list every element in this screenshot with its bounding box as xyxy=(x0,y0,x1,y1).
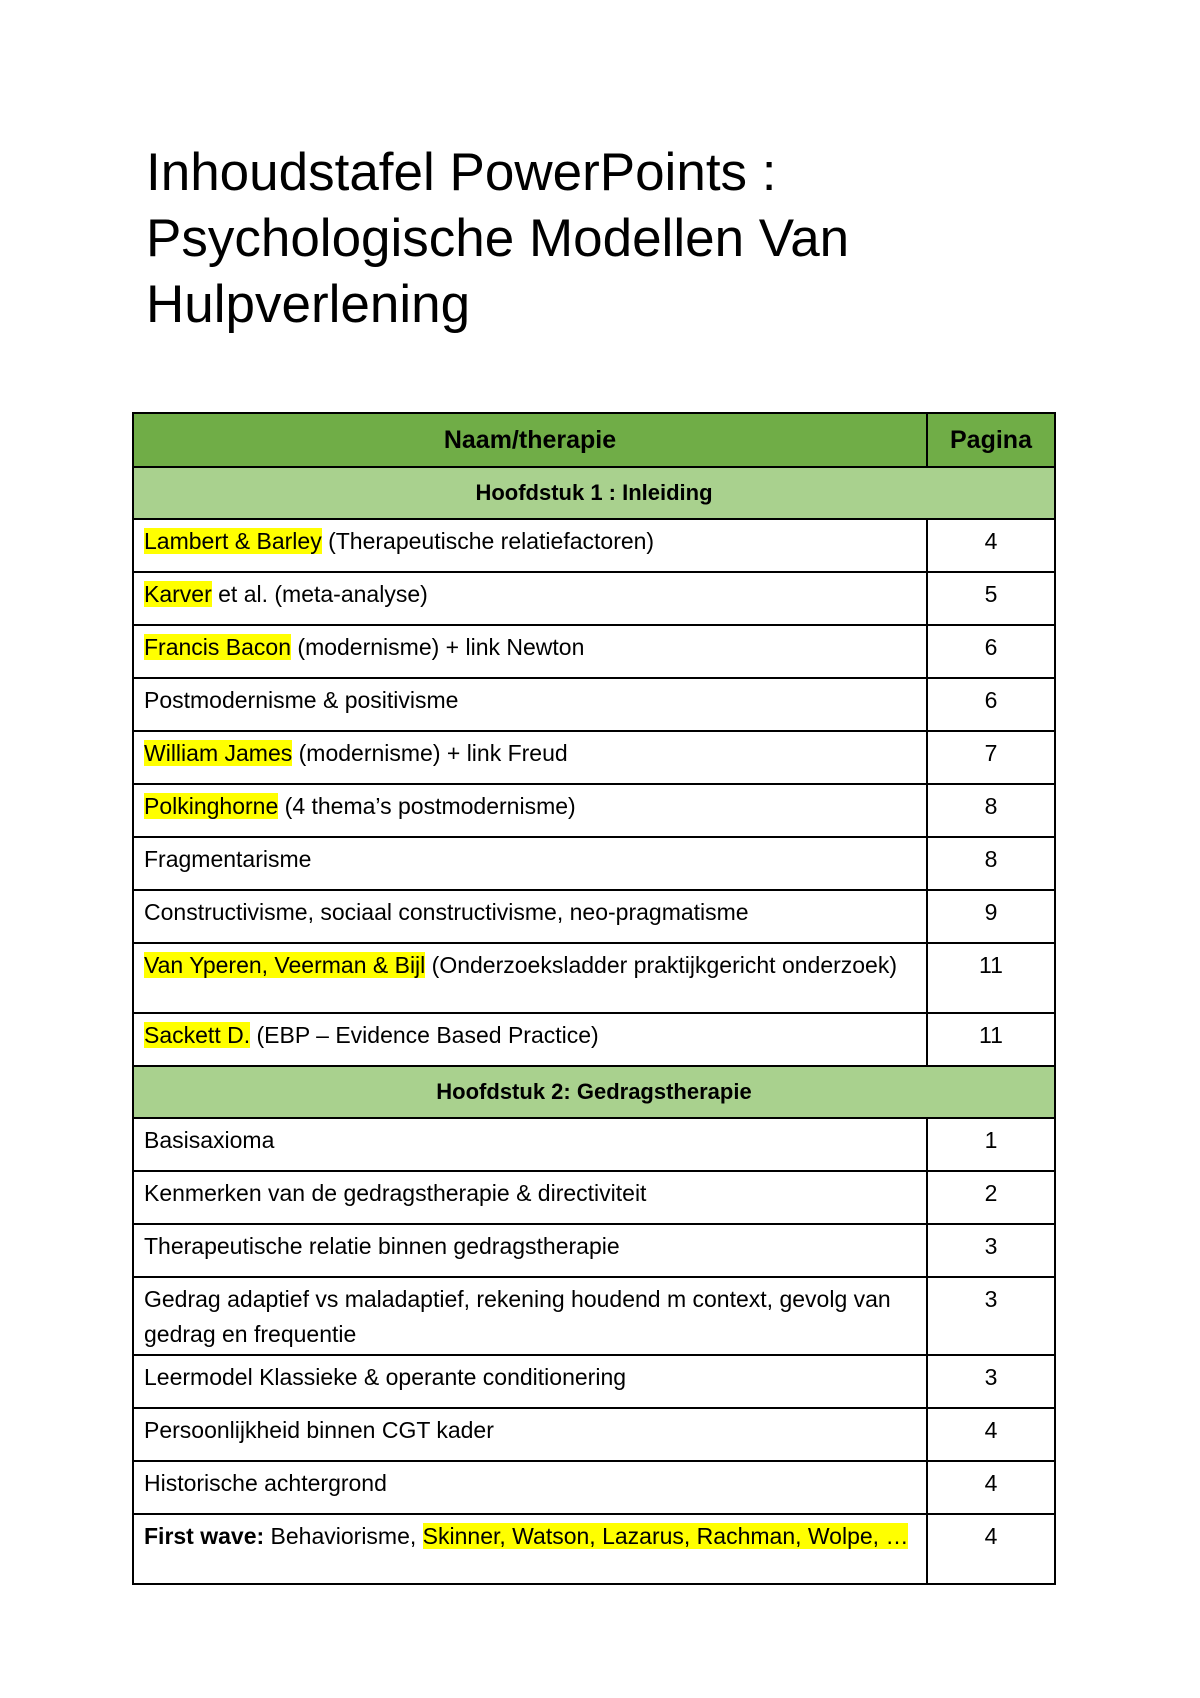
row-description: et al. (meta-analyse) xyxy=(211,581,428,607)
table-row xyxy=(133,1408,1055,1461)
table-row xyxy=(133,1224,1055,1277)
row-label: Fragmentarisme xyxy=(133,837,927,890)
page-number: 5 xyxy=(927,572,1055,625)
highlighted-name: Francis Bacon xyxy=(144,634,292,660)
table-row xyxy=(133,943,1055,1013)
title-line-1: Inhoudstafel PowerPoints : xyxy=(146,143,777,202)
row-label: Constructivisme, sociaal constructivisme, neo-pragmatisme xyxy=(133,890,927,943)
table-row xyxy=(133,1013,1055,1066)
row-label: Persoonlijkheid binnen CGT kader xyxy=(133,1408,927,1461)
contents-table xyxy=(132,412,1056,1585)
title-line-3: Hulpverlening xyxy=(146,275,471,334)
row-label xyxy=(133,519,927,572)
highlighted-name: Van Yperen, Veerman & Bijl xyxy=(144,952,426,978)
page-number: 7 xyxy=(927,731,1055,784)
table-row xyxy=(133,1461,1055,1514)
page-number: 4 xyxy=(927,1514,1055,1584)
row-label xyxy=(133,572,927,625)
chapter-row-1 xyxy=(133,467,1055,519)
table-row xyxy=(133,1277,1055,1355)
page-number: 6 xyxy=(927,678,1055,731)
page-number: 4 xyxy=(927,1461,1055,1514)
row-description: Behaviorisme, xyxy=(264,1523,423,1549)
page-number: 3 xyxy=(927,1355,1055,1408)
table-row xyxy=(133,731,1055,784)
row-label: Leermodel Klassieke & operante conditionering xyxy=(133,1355,927,1408)
table-header-row xyxy=(133,413,1055,467)
chapter-heading: Hoofdstuk 1 : Inleiding xyxy=(133,467,1055,519)
document-title xyxy=(146,140,1066,338)
row-description: (EBP – Evidence Based Practice) xyxy=(250,1022,599,1048)
row-label: Postmodernisme & positivisme xyxy=(133,678,927,731)
first-wave-label: First wave: xyxy=(144,1523,265,1549)
highlighted-name: Skinner, Watson, Lazarus, Rachman, Wolpe, … xyxy=(422,1523,909,1549)
row-description: (4 thema’s postmodernisme) xyxy=(278,793,576,819)
page-number: 2 xyxy=(927,1171,1055,1224)
row-label xyxy=(133,784,927,837)
page-number: 9 xyxy=(927,890,1055,943)
table-row xyxy=(133,890,1055,943)
page-number: 4 xyxy=(927,519,1055,572)
table-row xyxy=(133,837,1055,890)
row-description: (Onderzoeksladder praktijkgericht onderzoek) xyxy=(425,952,898,978)
page-number: 11 xyxy=(927,943,1055,1013)
row-description: (modernisme) + link Freud xyxy=(292,740,568,766)
row-label: Therapeutische relatie binnen gedragstherapie xyxy=(133,1224,927,1277)
table-row xyxy=(133,1118,1055,1171)
row-label xyxy=(133,1013,927,1066)
chapter-heading: Hoofdstuk 2: Gedragstherapie xyxy=(133,1066,1055,1118)
highlighted-name: Sackett D. xyxy=(144,1022,251,1048)
page-number: 8 xyxy=(927,837,1055,890)
highlighted-name: William James xyxy=(144,740,293,766)
page-number: 11 xyxy=(927,1013,1055,1066)
row-label xyxy=(133,625,927,678)
highlighted-name: Karver xyxy=(144,581,212,607)
page-number: 6 xyxy=(927,625,1055,678)
page-number: 3 xyxy=(927,1224,1055,1277)
page-number: 1 xyxy=(927,1118,1055,1171)
column-header-name: Naam/therapie xyxy=(133,413,927,467)
page-number: 3 xyxy=(927,1277,1055,1355)
table-row xyxy=(133,1171,1055,1224)
row-label xyxy=(133,1514,927,1584)
highlighted-name: Polkinghorne xyxy=(144,793,279,819)
row-label xyxy=(133,943,927,1013)
table-row xyxy=(133,1514,1055,1584)
column-header-page: Pagina xyxy=(927,413,1055,467)
row-label: Kenmerken van de gedragstherapie & directiviteit xyxy=(133,1171,927,1224)
page-number: 8 xyxy=(927,784,1055,837)
row-description: (Therapeutische relatiefactoren) xyxy=(321,528,655,554)
table-row xyxy=(133,1355,1055,1408)
table-row xyxy=(133,572,1055,625)
table-row xyxy=(133,625,1055,678)
row-label xyxy=(133,731,927,784)
row-description: (modernisme) + link Newton xyxy=(291,634,585,660)
table-row xyxy=(133,784,1055,837)
table-row xyxy=(133,678,1055,731)
title-line-2: Psychologische Modellen Van xyxy=(146,209,850,268)
row-label: Gedrag adaptief vs maladaptief, rekening houdend m context, gevolg van gedrag en frequentie xyxy=(133,1277,927,1355)
chapter-row-2 xyxy=(133,1066,1055,1118)
row-label: Basisaxioma xyxy=(133,1118,927,1171)
highlighted-name: Lambert & Barley xyxy=(144,528,322,554)
row-label: Historische achtergrond xyxy=(133,1461,927,1514)
page-number: 4 xyxy=(927,1408,1055,1461)
table-row xyxy=(133,519,1055,572)
